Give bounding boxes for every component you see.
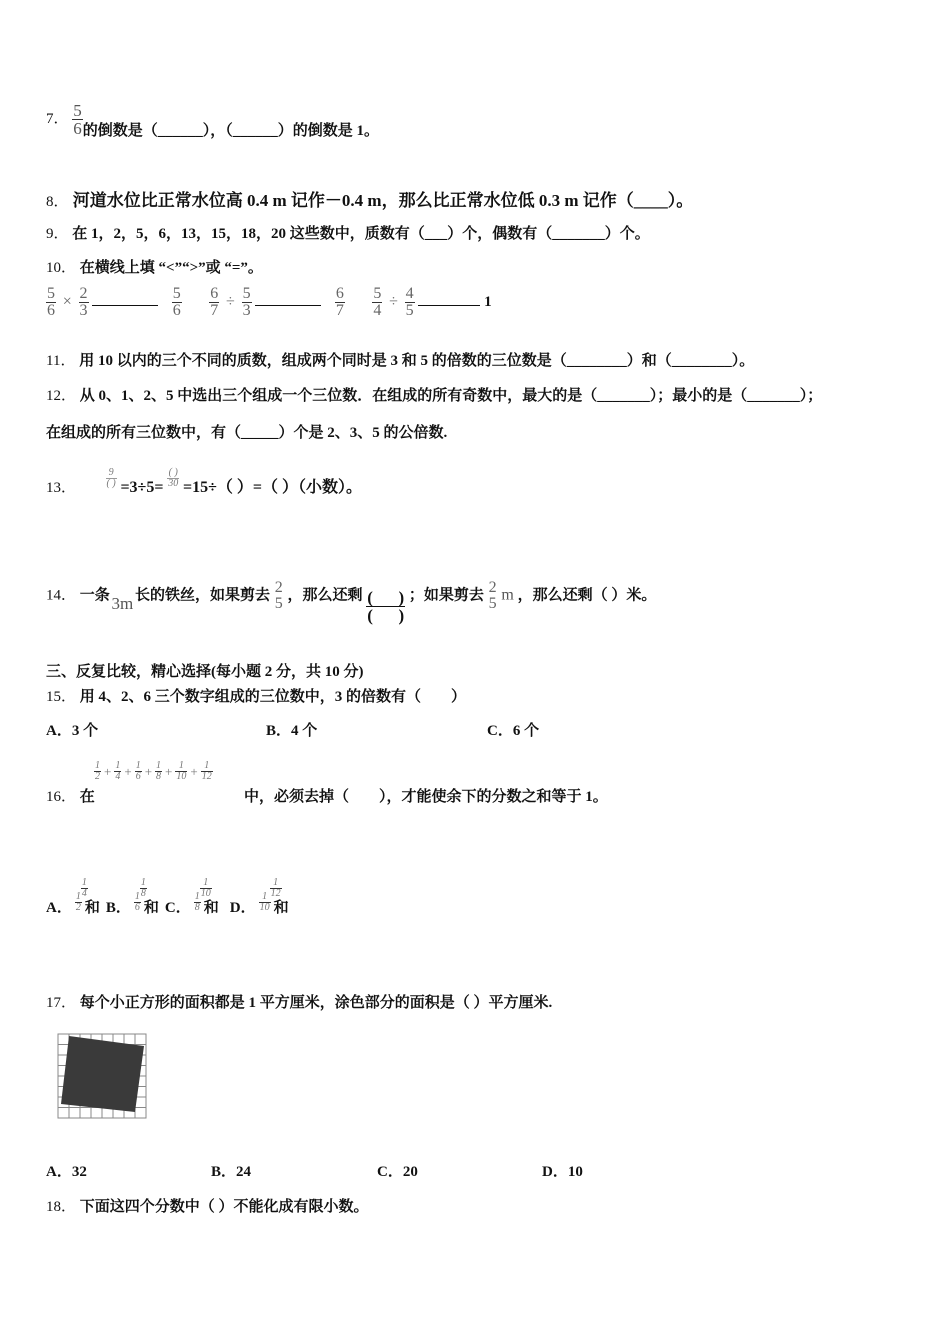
fraction: $\frac{1}{4}$ <box>81 877 87 899</box>
fraction: $\frac{6}{7}$ <box>210 285 219 319</box>
plus-sign: + <box>165 763 173 779</box>
question-number: 8． <box>46 194 69 210</box>
option-a[interactable]: A．32 <box>46 1164 87 1180</box>
text: 一条 <box>79 587 110 604</box>
fraction: $\frac{5}{4}$ <box>373 285 382 319</box>
fraction: $\frac{4}{5}$ <box>405 285 414 319</box>
text: ，那么还剩（ ）米。 <box>517 587 657 604</box>
fraction-two-fifths: 2 5 <box>274 579 283 612</box>
question-18 <box>46 1195 369 1216</box>
text: ，那么还剩 <box>287 587 363 604</box>
fraction-nine-over-blank: $\frac{9}{( )}$ <box>106 467 116 489</box>
unit-m: m <box>501 586 514 604</box>
plus-sign: + <box>190 763 198 779</box>
question-number: 13． <box>46 480 77 496</box>
blank-fraction[interactable]: $\frac{( )}{( )}$ <box>367 588 405 626</box>
fraction: $\frac{1}{8}$ <box>140 877 146 899</box>
fraction: $\frac{1}{2}$ <box>95 760 100 782</box>
and-text: 和 <box>203 900 219 916</box>
question-9 <box>46 222 650 243</box>
section-title: 三、反复比较，精心选择(每小题 2 分，共 10 分) <box>46 664 364 680</box>
divide-operator: ÷ <box>389 292 398 310</box>
question-number: 7． <box>46 110 69 127</box>
fraction: $\frac{1}{10}$ <box>200 877 211 899</box>
question-text: 每个小正方形的面积都是 1 平方厘米，涂色部分的面积是（ ）平方厘米. <box>79 995 553 1011</box>
grid-figure <box>56 1032 156 1122</box>
equation-tail: =15÷（ ）=（ ）（小数）。 <box>182 479 362 496</box>
and-text: 和 <box>273 900 289 916</box>
question-number: 18． <box>46 1199 77 1215</box>
fraction: $\frac{2}{3}$ <box>79 285 88 319</box>
question-17 <box>46 991 552 1012</box>
question-14 <box>46 580 656 624</box>
fraction: $\frac{1}{10}$ <box>259 891 270 913</box>
fraction: $\frac{5}{3}$ <box>242 285 251 319</box>
option-a[interactable] <box>46 877 100 916</box>
times-operator: × <box>62 292 72 310</box>
question-text: 河道水位比正常水位高 0.4 m 记作－0.4 m，那么比正常水位低 0.3 m 记作（____）。 <box>72 191 694 210</box>
question-number: 10． <box>46 260 77 276</box>
fraction: $\frac{1}{6}$ <box>135 760 141 782</box>
question-12 <box>46 384 822 405</box>
question-16-tail: 中，必须去掉（ ），才能使余下的分数之和等于 1。 <box>244 789 608 805</box>
question-text-line2: 在组成的所有三位数中，有（_____）个是 2、3、5 的公倍数. <box>46 425 448 441</box>
divide-operator: ÷ <box>226 292 235 310</box>
fraction: $\frac{1}{8}$ <box>194 891 200 913</box>
and-text: 和 <box>143 900 159 916</box>
question-8 <box>46 186 693 211</box>
shaded-square <box>61 1036 144 1112</box>
question-10 <box>46 256 263 277</box>
option-a[interactable]: A．3 个 <box>46 723 99 739</box>
question-number: 9． <box>46 226 69 242</box>
text: 在 <box>79 789 95 805</box>
question-number: 17． <box>46 995 77 1011</box>
question-15 <box>46 685 466 706</box>
comparison-row <box>46 286 492 319</box>
question-number: 16． <box>46 789 77 805</box>
option-c[interactable]: C．6 个 <box>487 723 540 739</box>
question-number: 15． <box>46 689 77 705</box>
question-12-line2 <box>46 421 447 442</box>
answer-blank-1[interactable] <box>92 305 158 306</box>
plus-sign: + <box>124 763 132 779</box>
option-d[interactable]: D．10 <box>542 1164 583 1180</box>
question-7 <box>46 102 379 140</box>
option-b[interactable]: B．24 <box>211 1164 252 1180</box>
option-label: B． <box>105 900 131 916</box>
fraction: $\frac{5}{6}$ <box>47 285 55 319</box>
question-text-line1: 从 0、1、2、5 中选出三个组成一个三位数．在组成的所有奇数中，最大的是（_______）；最小的是（_______）； <box>79 388 823 404</box>
option-d[interactable] <box>229 877 289 916</box>
plus-sign: + <box>104 763 112 779</box>
fraction: $\frac{1}{12}$ <box>201 760 212 782</box>
option-b[interactable] <box>105 877 159 916</box>
question-11 <box>46 349 754 370</box>
answer-blank-3[interactable] <box>418 305 480 306</box>
option-label: A． <box>46 900 72 916</box>
question-text: 在 1，2，5，6，13，15，18，20 这些数中，质数有（___）个，偶数有（_______）个。 <box>72 226 650 242</box>
option-c[interactable]: C．20 <box>377 1164 418 1180</box>
option-label: C． <box>164 900 191 916</box>
question-text: 下面这四个分数中（ ）不能化成有限小数。 <box>79 1199 369 1215</box>
option-c[interactable] <box>164 877 219 916</box>
fraction-two-fifths: 2 5 <box>488 579 497 612</box>
fraction: $\frac{1}{6}$ <box>134 891 140 913</box>
fraction: $\frac{1}{2}$ <box>75 891 81 913</box>
fraction: $\frac{1}{12}$ <box>270 877 281 899</box>
question-13 <box>46 468 362 497</box>
question-number: 11． <box>46 353 76 369</box>
fraction-five-sixths: $\frac{5}{6}$ <box>73 101 82 138</box>
fraction: $\frac{6}{7}$ <box>335 285 344 319</box>
q16-options <box>46 877 289 916</box>
option-b[interactable]: B．4 个 <box>266 723 318 739</box>
text: ；如果剪去 <box>408 587 484 604</box>
plus-sign: + <box>144 763 153 779</box>
fraction: $\frac{1}{10}$ <box>176 760 187 782</box>
fraction: $\frac{5}{6}$ <box>172 285 181 319</box>
fraction: $\frac{1}{4}$ <box>115 760 121 782</box>
equation-mid: =3÷5= <box>120 479 164 496</box>
answer-blank-2[interactable] <box>255 305 321 306</box>
and-text: 和 <box>84 900 100 916</box>
question-number: 14． <box>46 587 77 604</box>
text: 长的铁丝，如果剪去 <box>135 587 271 604</box>
question-text: 用 10 以内的三个不同的质数，组成两个同时是 3 和 5 的倍数的三位数是（________）和（________）。 <box>79 353 755 369</box>
question-text: 的倒数是（______），（______）的倒数是 1。 <box>82 122 380 139</box>
question-text: 在横线上填 “<”“>”或 “=”。 <box>79 260 263 276</box>
question-16 <box>46 785 95 806</box>
length-3m: 3m <box>111 594 134 614</box>
question-text: 用 4、2、6 三个数字组成的三位数中，3 的倍数有（ ） <box>79 689 467 705</box>
fraction-sum <box>94 761 213 782</box>
value-one: 1 <box>484 293 492 310</box>
option-label: D． <box>229 900 256 916</box>
question-number: 12． <box>46 388 77 404</box>
fraction-blank-over-thirty: $\frac{( )}{30}$ <box>168 467 179 489</box>
fraction: $\frac{1}{8}$ <box>156 760 162 782</box>
